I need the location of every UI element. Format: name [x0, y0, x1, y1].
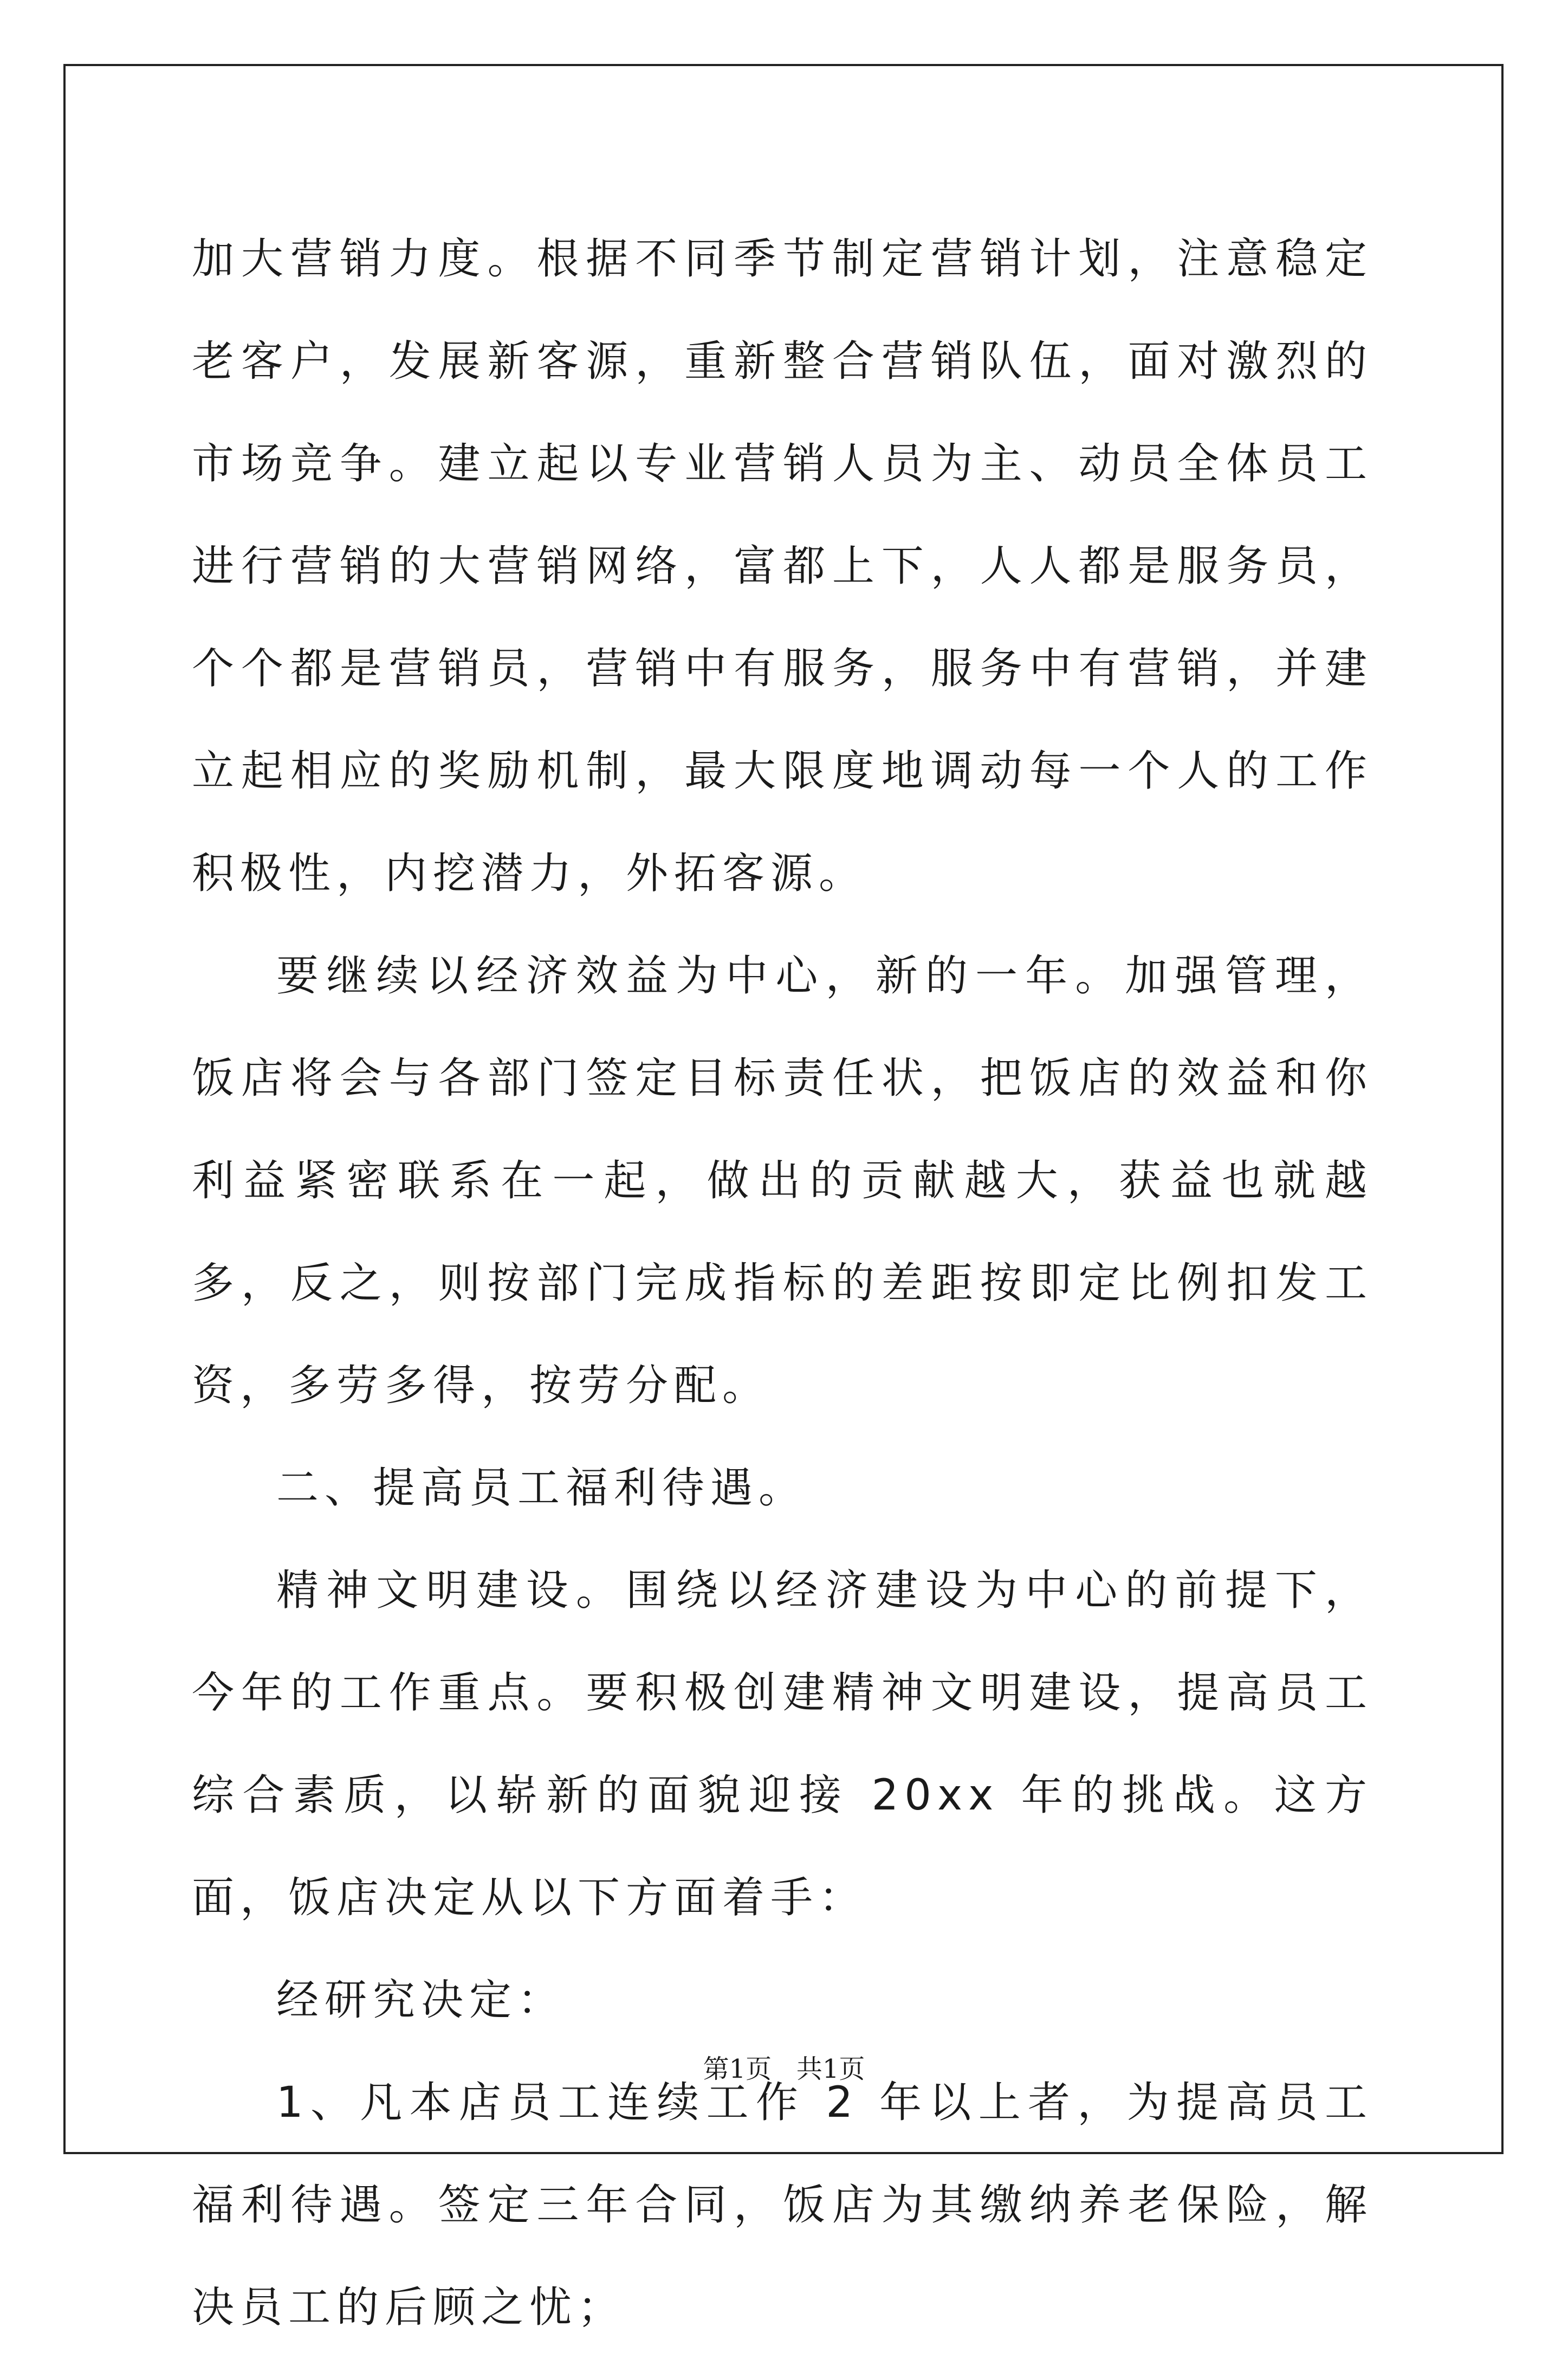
page-number-footer: 第1页 共1页	[703, 2054, 865, 2084]
paragraph-1: 加大营销力度。根据不同季节制定营销计划，注意稳定老客户，发展新客源，重新整合营销队伍，面对激烈的市场竞争。建立起以专业营销人员为主、动员全体员工进行营销的大营销网络，富都上下，人人都是服务员，个个都是营销员，营销中有服务，服务中有营销，并建立起相应的奖励机制，最大限度地调动每一个人的工作积极性，内挖潜力，外拓客源。	[192, 235, 1373, 898]
paragraph-6: 1、凡本店员工连续工作 2 年以上者，为提高员工福利待遇。签定三年合同，饭店为其缴纳养老保险，解决员工的后顾之忧；	[192, 2078, 1373, 2332]
paragraph-2: 要继续以经济效益为中心，新的一年。加强管理，饭店将会与各部门签定目标责任状，把饭店的效益和你利益紧密联系在一起，做出的贡献越大，获益也就越多，反之，则按部门完成指标的差距按即定比例扣发工资，多劳多得，按劳分配。	[192, 952, 1373, 1410]
paragraph-5: 经研究决定：	[276, 1976, 566, 2025]
paragraph-4: 精神文明建设。围绕以经济建设为中心的前提下，今年的工作重点。要积极创建精神文明建设，提高员工综合素质，以崭新的面貌迎接 20xx 年的挑战。这方面，饭店决定从以下方面着手：	[192, 1566, 1373, 1922]
paragraph-3: 二、提高员工福利待遇。	[276, 1464, 807, 1513]
document-body	[192, 208, 1373, 2359]
